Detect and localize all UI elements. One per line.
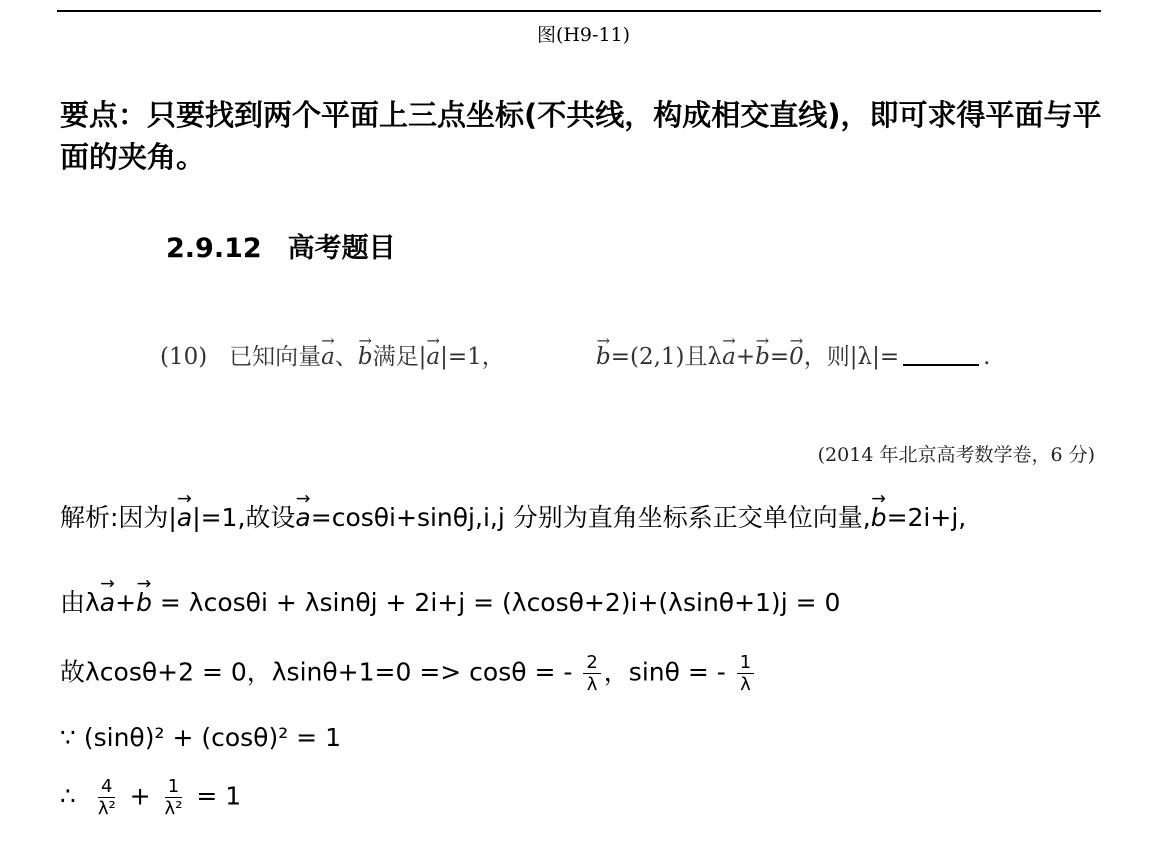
section-number: 2.9.12: [166, 233, 262, 264]
problem-source: (2014 年北京高考数学卷，6 分): [817, 444, 1095, 466]
sol-l3-pre: 故λcosθ+2 = 0，λsinθ+1=0 => cosθ = -: [60, 657, 573, 687]
problem-end: .: [983, 344, 991, 370]
vector-a-eq: a →: [722, 344, 736, 370]
fraction-1-over-lambda: $\frac{1}{\lambda}$: [737, 652, 754, 695]
solution-line-5: [60, 776, 241, 819]
figure-caption: 图(H9-11): [536, 24, 631, 46]
section-heading: [166, 226, 396, 265]
problem-statement-part1: [160, 338, 505, 371]
condition-1-pre: 满足|: [372, 344, 427, 370]
sol-l1-pre: 解析:因为|: [60, 503, 177, 532]
sol-l1-end: =2i+j,: [886, 503, 967, 532]
section-title: 高考题目: [287, 233, 396, 264]
sol-l3-mid: ，sinθ = -: [603, 657, 726, 687]
solution-line-2: [60, 583, 840, 619]
sol-vector-a-2: a →: [295, 503, 310, 532]
answer-blank: [903, 364, 979, 366]
sol-vector-b: b →: [871, 503, 887, 532]
plus-sign: +: [735, 344, 756, 370]
sol-l2-vector-a: a →: [100, 588, 115, 617]
condition-1-post: |=1，: [440, 344, 505, 370]
vector-a-abs: a →: [426, 344, 440, 370]
top-rule: [57, 10, 1101, 12]
solution-line-1: [60, 498, 966, 534]
sol-l2-rest: = λcosθi + λsinθj + 2i+j = (λcosθ+2)i+(λsinθ+1)j = 0: [151, 588, 841, 617]
fraction-1-over-lambda-sq: $\frac{1}{\text{λ²}}$: [164, 776, 183, 819]
equals-sign: =: [769, 344, 790, 370]
key-point-paragraph: 要点：只要找到两个平面上三点坐标(不共线，构成相交直线)，即可求得平面与平面的夹角。: [60, 98, 1102, 174]
zero-vector: 0 →: [789, 344, 804, 370]
vector-b-eq: b →: [755, 344, 770, 370]
therefore-symbol: ∴: [60, 781, 76, 811]
sol-l2-plus: +: [115, 588, 137, 617]
problem-question: ，则|λ|=: [803, 344, 900, 370]
sol-l5-end: = 1: [196, 781, 242, 811]
problem-intro: 已知向量: [229, 344, 322, 370]
sol-vector-a: a →: [177, 503, 192, 532]
sol-l2-pre: 由λ: [60, 588, 100, 617]
vector-b-def: b →: [596, 344, 611, 370]
solution-line-4: ∵ (sinθ)² + (cosθ)² = 1: [60, 723, 341, 752]
condition-2: =(2,1)且λ: [610, 344, 723, 370]
fraction-4-over-lambda-sq: $\frac{4}{\text{λ²}}$: [97, 776, 116, 819]
problem-separator: 、: [334, 344, 358, 370]
sol-l1-mid: |=1,故设: [192, 503, 296, 532]
sol-l5-plus: +: [129, 781, 151, 811]
sol-l1-rest: =cosθi+sinθj,i,j 分别为直角坐标系正交单位向量,: [310, 503, 871, 532]
vector-b: b →: [358, 344, 373, 370]
vector-a: a →: [321, 344, 335, 370]
problem-statement-part2: [596, 338, 990, 371]
problem-number: (10): [160, 344, 208, 370]
solution-line-3: [60, 652, 757, 695]
fraction-2-over-lambda: $\frac{2}{\lambda}$: [583, 652, 600, 695]
sol-l2-vector-b: b →: [136, 588, 152, 617]
